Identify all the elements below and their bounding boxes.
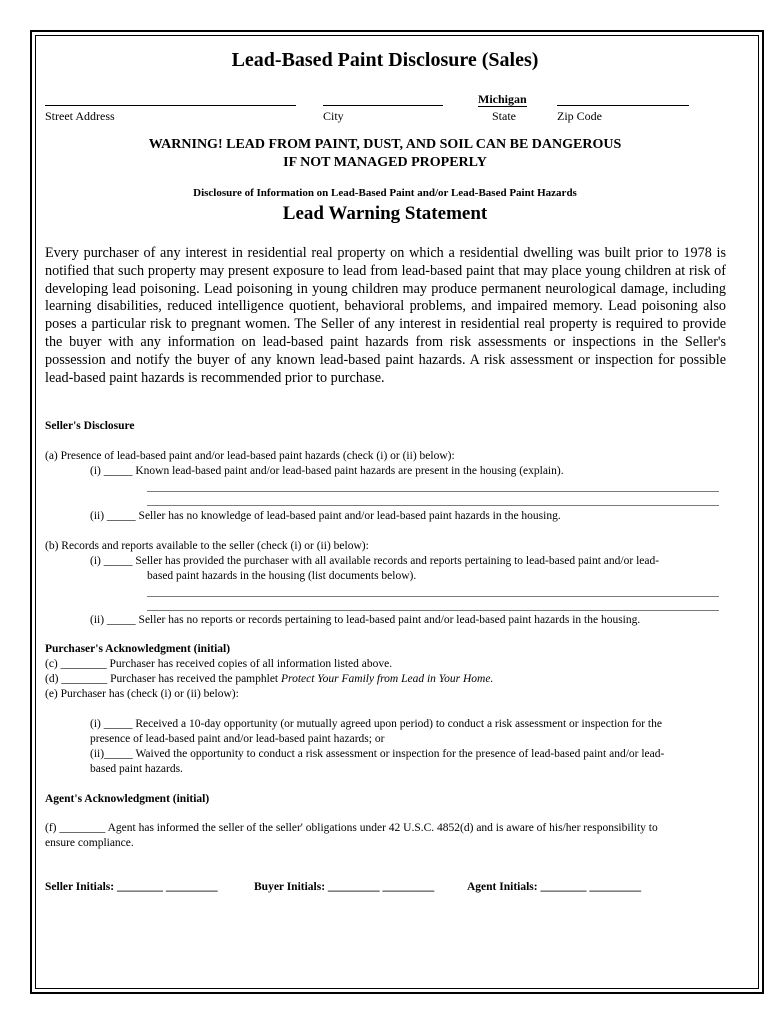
warning-line-1: WARNING! LEAD FROM PAINT, DUST, AND SOIL CAN BE DANGEROUS bbox=[148, 137, 622, 152]
zip-code-label: Zip Code bbox=[557, 109, 602, 123]
sellers-disclosure-heading: Seller's Disclosure bbox=[45, 420, 135, 432]
seller-a-intro: (a) Presence of lead-based paint and/or lead-based paint hazards (check (i) or (ii) below): bbox=[45, 450, 455, 462]
purchaser-e-intro: (e) Purchaser has (check (i) or (ii) below): bbox=[45, 688, 239, 700]
purchaser-d-text: (d) ________ Purchaser has received the pamphlet bbox=[45, 673, 281, 685]
purchaser-e-ii-line-1[interactable]: (ii)_____ Waived the opportunity to conduct a risk assessment or inspection for the presence of lead-based paint and/or lead- bbox=[90, 748, 665, 760]
purchasers-acknowledgment-heading: Purchaser's Acknowledgment (initial) bbox=[45, 643, 231, 655]
seller-b-i-line-2: based paint hazards in the housing (list documents below). bbox=[147, 570, 417, 582]
purchaser-e-i-line-1[interactable]: (i) _____ Received a 10-day opportunity (or mutually agreed upon period) to conduct a risk assessment or inspection for the bbox=[90, 718, 662, 730]
explain-line-2[interactable] bbox=[147, 505, 719, 506]
purchaser-c[interactable]: (c) ________ Purchaser has received copies of all information listed above. bbox=[45, 658, 393, 670]
form-title: Lead-Based Paint Disclosure (Sales) bbox=[231, 49, 539, 71]
documents-line-1[interactable] bbox=[147, 596, 719, 597]
explain-line-1[interactable] bbox=[147, 491, 719, 492]
state-label: State bbox=[492, 109, 516, 123]
zip-code-field[interactable] bbox=[557, 105, 689, 106]
pamphlet-title: Protect Your Family from Lead in Your Home. bbox=[281, 673, 494, 685]
purchaser-e-i-line-2: presence of lead-based paint and/or lead-based paint hazards; or bbox=[90, 733, 385, 745]
disclosure-heading: Disclosure of Information on Lead-Based Paint and/or Lead-Based Paint Hazards bbox=[193, 187, 577, 199]
purchaser-e-ii-line-2: based paint hazards. bbox=[90, 763, 183, 775]
state-value: Michigan bbox=[478, 92, 527, 106]
street-address-field[interactable] bbox=[45, 105, 296, 106]
agents-acknowledgment-heading: Agent's Acknowledgment (initial) bbox=[45, 793, 210, 805]
seller-b-ii[interactable]: (ii) _____ Seller has no reports or records pertaining to lead-based paint and/or lead-based paint hazards in the housing. bbox=[90, 614, 641, 626]
lead-warning-statement-text: Every purchaser of any interest in residential real property on which a residential dwelling was built prior to 1978 is notified that such property may present exposure to lead from lead-based paint that may place young children at risk of developing lead poisoning. Lead poisoning in young children may produce permanent neurological damage, including learning disabilities, reduced intelligence quotient, behavioral problems, and impaired memory. Lead poisoning also poses a particular risk to pregnant women. The Seller of any interest in residential real property is required to provide the buyer with any information on lead-based paint hazards from risk assessments or inspections in the Seller's possession and notify the buyer of any known lead-based paint hazards. A risk assessment or inspection for possible lead-based paint hazards is recommended prior to purchase. bbox=[45, 245, 726, 386]
seller-b-intro: (b) Records and reports available to the seller (check (i) or (ii) below): bbox=[45, 540, 369, 552]
lead-warning-statement-heading: Lead Warning Statement bbox=[282, 203, 488, 224]
seller-a-i[interactable]: (i) _____ Known lead-based paint and/or lead-based paint hazards are present in the housing (explain). bbox=[90, 465, 564, 477]
buyer-initials[interactable]: Buyer Initials: _________ _________ bbox=[254, 881, 435, 893]
seller-b-i-line-1[interactable]: (i) _____ Seller has provided the purchaser with all available records and reports pertaining to lead-based paint and/or lead- bbox=[90, 555, 660, 567]
city-field[interactable] bbox=[323, 105, 443, 106]
purchaser-d[interactable] bbox=[45, 673, 493, 685]
warning-line-2: IF NOT MANAGED PROPERLY bbox=[283, 155, 487, 170]
seller-initials[interactable]: Seller Initials: ________ _________ bbox=[45, 881, 218, 893]
agent-initials[interactable]: Agent Initials: ________ _________ bbox=[467, 881, 642, 893]
agent-f-line-2: ensure compliance. bbox=[45, 837, 134, 849]
agent-f-line-1[interactable]: (f) ________ Agent has informed the seller of the seller' obligations under 42 U.S.C. 4852(d) and is aware of his/her responsibility to bbox=[45, 822, 658, 834]
city-label: City bbox=[323, 109, 344, 123]
seller-a-ii[interactable]: (ii) _____ Seller has no knowledge of lead-based paint and/or lead-based paint hazards in the housing. bbox=[90, 510, 561, 522]
street-address-label: Street Address bbox=[45, 109, 115, 123]
documents-line-2[interactable] bbox=[147, 610, 719, 611]
